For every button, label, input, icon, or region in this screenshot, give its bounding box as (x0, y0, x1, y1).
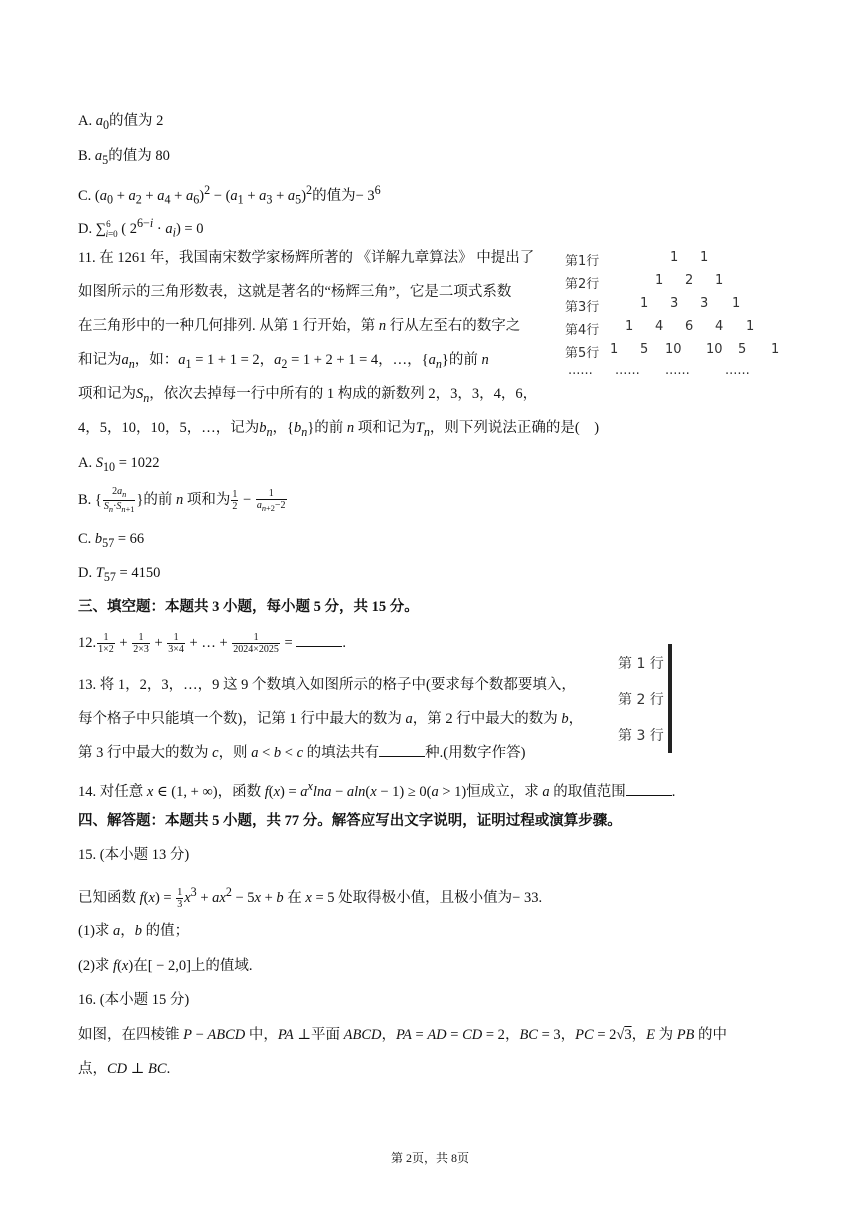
yh-row-label: 第2行 (565, 277, 600, 292)
q13-line1: 13. 将 1，2，3，…，9 这 9 个数填入如图所示的格子中(要求每个数都要填入， (78, 677, 576, 693)
yh-num: 10 (706, 342, 723, 357)
yh-num: 1 (771, 342, 780, 357)
q11-line1: 11. 在 1261 年，我国南宋数学家杨辉所著的 《详解九章算法》 中提出了 (78, 250, 535, 266)
yh-num: 3 (700, 296, 709, 311)
grid-row-label: 第 2 行 (618, 692, 664, 708)
yh-num: 4 (655, 319, 664, 334)
yh-dots: ...... (665, 363, 690, 378)
q15-part1: (1)求 a，b 的值； (78, 923, 190, 939)
yanghui-triangle-figure (565, 250, 787, 382)
q11-line4: 和记为$a_n$，如：$a_1 = 1 + 1 = 2$，$a_2 = 1 + 2 + 1 = 4$，…，$\{a_n\}$的前 n (78, 352, 489, 371)
yh-num: 1 (640, 296, 649, 311)
q11-line5: 项和记为$S_n$，依次去掉每一行中所有的 1 构成的新数列 2，3，3，4，6， (78, 386, 538, 405)
yh-num: 1 (625, 319, 634, 334)
answer-blank (626, 783, 672, 796)
yh-num: 5 (738, 342, 747, 357)
q16-line1: 如图，在四棱锥 P − ABCD 中，PA ⊥平面 ABCD，PA = AD = CD = 2，BC = 3，PC = 2√3，E 为 PB 的中 (78, 1027, 728, 1043)
q11-line2: 如图所示的三角形数表，这就是著名的“杨辉三角”，它是二项式系数 (78, 284, 512, 300)
q11-line6: 4，5，10，10，5，…，记为$b_n$，$\{b_n\}$的前 n 项和记为$T_n$，则下列说法正确的是( ) (78, 420, 600, 439)
yh-num: 2 (685, 273, 694, 288)
yh-num: 6 (685, 319, 694, 334)
yh-num: 1 (655, 273, 664, 288)
q10-option-b: B. $a_5$的值为 80 (78, 148, 170, 167)
grid-row-label: 第 3 行 (618, 728, 664, 744)
page-footer: 第 2页，共 8页 (390, 1151, 469, 1165)
yh-num: 5 (640, 342, 649, 357)
section-4-heading: 四、解答题：本题共 5 小题，共 77 分。解答应写出文字说明，证明过程或演算步骤。 (78, 813, 622, 829)
q10-option-c: C. $(a_0 + a_2 + a_4 + a_6)^2 - (a_1 + a_3 + a_5)^2$的值为− $3^6$ (78, 183, 381, 207)
yh-num: 1 (746, 319, 755, 334)
q15-line1: 已知函数 f(x) = $\frac{1}{3}$ $x^3 + ax^2 - 5x + b$ 在 x = 5 处取得极小值，且极小值为− 33. (78, 885, 543, 910)
section-3-heading: 三、填空题：本题共 3 小题，每小题 5 分，共 15 分。 (78, 599, 419, 615)
grid-row-label: 第 1 行 (618, 656, 664, 672)
q14: 14. 对任意 x ∈ (1, + ∞)，函数 $f(x) = a^x\ln a - aln(x - 1) \ge 0(a > 1)$恒成立，求 a 的取值范围 . (78, 779, 676, 800)
q13-line2: 每个格子中只能填一个数)，记第 1 行中最大的数为 a，第 2 行中最大的数为 b， (78, 711, 584, 727)
q11-option-d: D. $T_{57} = 4150$ (78, 565, 161, 584)
yh-num: 1 (670, 250, 679, 265)
q15-part2: (2)求 f(x)在[ − 2,0]上的值域. (78, 958, 253, 974)
q11-option-c: C. $b_{57} = 66$ (78, 531, 145, 550)
q12: 12. $\frac{1}{1\times 2}$ + $\frac{1}{2\times 3}$ + $\frac{1}{3\times 4}$ + … + $\frac{1}{2024\times 2025}$ = . (78, 632, 346, 655)
grid-cell (671, 645, 672, 681)
q11-line3: 在三角形中的一种几何排列. 从第 1 行开始，第 n 行从左至右的数字之 (78, 318, 521, 334)
yh-num: 10 (665, 342, 682, 357)
q15-head: 15. (本小题 13 分) (78, 847, 190, 863)
answer-blank (296, 634, 342, 647)
yh-dots: ...... (615, 363, 640, 378)
q10-option-d: D. ∑$^6_{i=0}$ ( $2^{6-i} \cdot a_i) = 0$ (78, 216, 204, 240)
q11-option-a: A. $S_{10} = 1022$ (78, 455, 160, 474)
grid-cell (671, 717, 672, 753)
answer-blank (379, 744, 425, 757)
grid-cell (671, 681, 672, 717)
q16-head: 16. (本小题 15 分) (78, 992, 190, 1008)
yh-dots: ...... (568, 363, 593, 378)
q10-option-a: A. $a_0$的值为 2 (78, 113, 164, 132)
yh-row-label: 第4行 (565, 323, 600, 338)
yh-num: 1 (732, 296, 741, 311)
q13-line3: 第 3 行中最大的数为 c，则 a < b < c 的填法共有 种.(用数字作答) (78, 745, 526, 761)
yh-num: 3 (670, 296, 679, 311)
yh-dots: ...... (725, 363, 750, 378)
yh-row-label: 第3行 (565, 300, 600, 315)
yh-row-label: 第5行 (565, 346, 600, 361)
q16-line2: 点，CD ⊥ BC. (78, 1061, 171, 1077)
yh-row-label: 第1行 (565, 254, 600, 269)
grid-table (668, 644, 672, 753)
q11-option-b: B. { $\frac{2a_n}{S_n\cdot S_{n+1}}$ }的前 n 项和为 $\frac{1}{2}$ − $\frac{1}{a_{n+2}-2}$ (78, 486, 286, 514)
yh-num: 4 (715, 319, 724, 334)
yh-num: 1 (610, 342, 619, 357)
yh-num: 1 (715, 273, 724, 288)
yh-num: 1 (700, 250, 709, 265)
